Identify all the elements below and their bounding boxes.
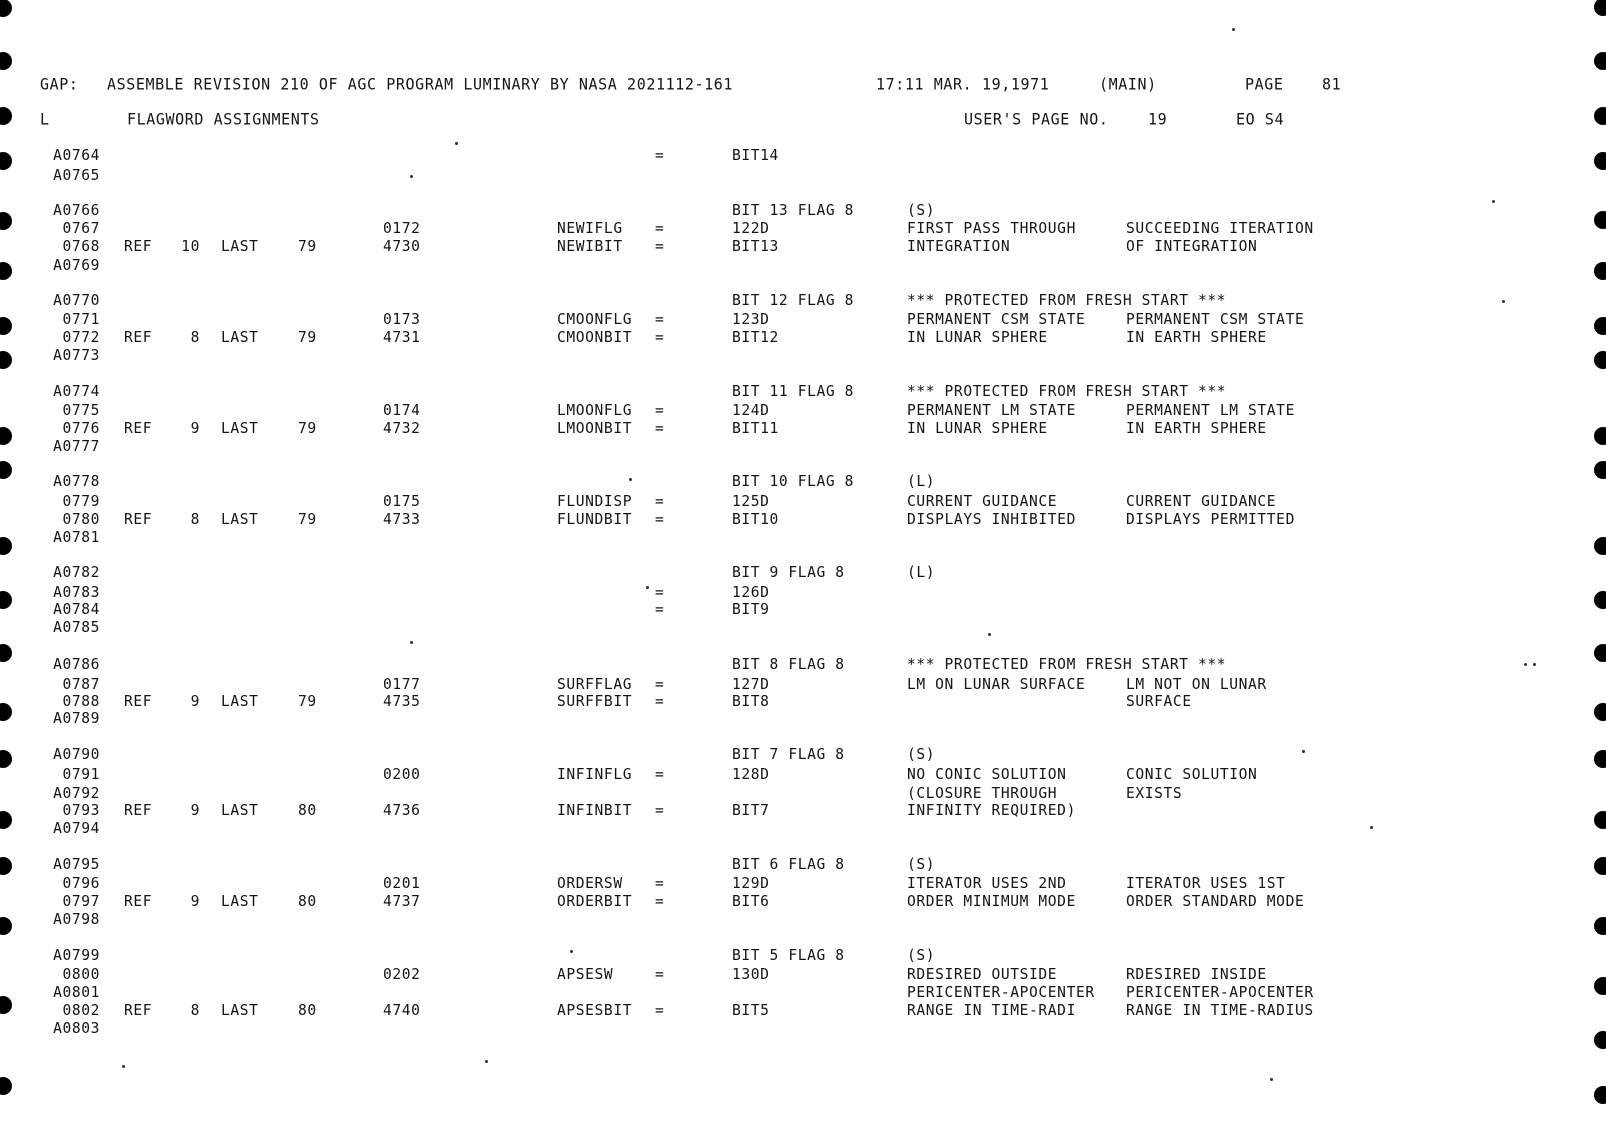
ref-count: 9 <box>190 892 200 911</box>
value: 127D <box>732 675 770 694</box>
feed-hole <box>0 52 12 70</box>
comment-reset: RDESIRED INSIDE <box>1126 965 1267 984</box>
feed-hole <box>1594 427 1606 445</box>
comment-set: (L) <box>907 563 936 582</box>
last-label: LAST <box>221 801 259 820</box>
comment-set: (S) <box>907 201 936 220</box>
value: BIT13 <box>732 237 779 256</box>
last-page: 79 <box>298 510 317 529</box>
seq-number: 0802 <box>62 1001 100 1020</box>
address: 0202 <box>383 965 421 984</box>
last-page: 80 <box>298 892 317 911</box>
feed-hole <box>0 262 12 280</box>
seq-number: 0797 <box>62 892 100 911</box>
value: 122D <box>732 219 770 238</box>
ref-count: 9 <box>190 419 200 438</box>
seq-number: A0794 <box>53 819 100 838</box>
comment-set: RDESIRED OUTSIDE <box>907 965 1058 984</box>
comment-set: FIRST PASS THROUGH <box>907 219 1076 238</box>
address: 4733 <box>383 510 421 529</box>
paper-speck <box>1232 28 1235 31</box>
comment-set: LM ON LUNAR SURFACE <box>907 675 1086 694</box>
feed-hole <box>0 996 12 1014</box>
seq-number: 0787 <box>62 675 100 694</box>
comment-set: INFINITY REQUIRED) <box>907 801 1076 820</box>
address: 0177 <box>383 675 421 694</box>
ref-label: REF <box>124 892 153 911</box>
symbol: INFINFLG <box>557 765 633 784</box>
value: BIT 5 FLAG 8 <box>732 946 845 965</box>
paper-speck <box>410 641 413 644</box>
symbol: ORDERSW <box>557 874 623 893</box>
feed-hole <box>1594 262 1606 280</box>
header-users-page-label: USER'S PAGE NO. <box>964 109 1109 129</box>
seq-number: A0770 <box>53 291 100 310</box>
value: BIT 11 FLAG 8 <box>732 382 855 401</box>
feed-hole <box>0 857 12 875</box>
ref-label: REF <box>124 419 153 438</box>
paper-speck <box>455 142 458 145</box>
symbol: NEWIBIT <box>557 237 623 256</box>
address: 0174 <box>383 401 421 420</box>
comment-set: RANGE IN TIME-RADI <box>907 1001 1076 1020</box>
equals-sign: = <box>655 692 665 711</box>
feed-hole <box>1594 811 1606 829</box>
equals-sign: = <box>655 328 665 347</box>
feed-hole <box>1594 1031 1606 1049</box>
symbol: FLUNDBIT <box>557 510 633 529</box>
seq-number: 0796 <box>62 874 100 893</box>
ref-label: REF <box>124 801 153 820</box>
feed-hole <box>1594 52 1606 70</box>
value: BIT12 <box>732 328 779 347</box>
equals-sign: = <box>655 401 665 420</box>
ref-count: 8 <box>190 510 200 529</box>
last-label: LAST <box>221 692 259 711</box>
paper-speck <box>646 586 649 589</box>
feed-hole <box>0 644 12 662</box>
symbol: ORDERBIT <box>557 892 633 911</box>
feed-hole <box>0 461 12 479</box>
seq-number: 0771 <box>62 310 100 329</box>
comment-set: PERMANENT LM STATE <box>907 401 1076 420</box>
ref-label: REF <box>124 237 153 256</box>
comment-reset: SUCCEEDING ITERATION <box>1126 219 1314 238</box>
seq-number: 0776 <box>62 419 100 438</box>
comment-set: ITERATOR USES 2ND <box>907 874 1067 893</box>
comment-set: *** PROTECTED FROM FRESH START *** <box>907 655 1227 674</box>
comment-set: *** PROTECTED FROM FRESH START *** <box>907 291 1227 310</box>
address: 0173 <box>383 310 421 329</box>
comment-reset: ORDER STANDARD MODE <box>1126 892 1305 911</box>
equals-sign: = <box>655 310 665 329</box>
last-page: 79 <box>298 328 317 347</box>
seq-number: A0781 <box>53 528 100 547</box>
last-label: LAST <box>221 510 259 529</box>
symbol: CMOONBIT <box>557 328 633 347</box>
address: 4732 <box>383 419 421 438</box>
seq-number: A0769 <box>53 256 100 275</box>
seq-number: A0774 <box>53 382 100 401</box>
seq-number: A0765 <box>53 166 100 185</box>
equals-sign: = <box>655 492 665 511</box>
feed-hole <box>1594 750 1606 768</box>
feed-hole <box>1594 703 1606 721</box>
value: BIT14 <box>732 146 779 165</box>
paper-speck <box>570 950 573 953</box>
address: 4730 <box>383 237 421 256</box>
seq-number: 0772 <box>62 328 100 347</box>
comment-reset: CONIC SOLUTION <box>1126 765 1258 784</box>
equals-sign: = <box>655 510 665 529</box>
value: 128D <box>732 765 770 784</box>
comment-set: (L) <box>907 472 936 491</box>
feed-hole <box>0 917 12 935</box>
feed-hole <box>1594 461 1606 479</box>
symbol: FLUNDISP <box>557 492 633 511</box>
seq-number: 0775 <box>62 401 100 420</box>
comment-reset: RANGE IN TIME-RADIUS <box>1126 1001 1314 1020</box>
comment-reset: LM NOT ON LUNAR <box>1126 675 1267 694</box>
comment-set: IN LUNAR SPHERE <box>907 328 1048 347</box>
symbol: APSESBIT <box>557 1001 633 1020</box>
feed-hole <box>1594 0 1606 16</box>
value: BIT 13 FLAG 8 <box>732 201 855 220</box>
seq-number: 0788 <box>62 692 100 711</box>
seq-number: A0784 <box>53 600 100 619</box>
comment-set: DISPLAYS INHIBITED <box>907 510 1076 529</box>
ref-label: REF <box>124 692 153 711</box>
seq-number: A0773 <box>53 346 100 365</box>
feed-hole <box>0 317 12 335</box>
value: 125D <box>732 492 770 511</box>
comment-reset: DISPLAYS PERMITTED <box>1126 510 1295 529</box>
header-section-title: FLAGWORD ASSIGNMENTS <box>127 109 320 129</box>
comment-set: IN LUNAR SPHERE <box>907 419 1048 438</box>
address: 4735 <box>383 692 421 711</box>
address: 0172 <box>383 219 421 238</box>
symbol: LMOONFLG <box>557 401 633 420</box>
value: 126D <box>732 583 770 602</box>
address: 0200 <box>383 765 421 784</box>
equals-sign: = <box>655 146 665 165</box>
comment-set: INTEGRATION <box>907 237 1011 256</box>
value: BIT10 <box>732 510 779 529</box>
value: BIT 12 FLAG 8 <box>732 291 855 310</box>
last-label: LAST <box>221 892 259 911</box>
seq-number: 0767 <box>62 219 100 238</box>
comment-reset: CURRENT GUIDANCE <box>1126 492 1277 511</box>
equals-sign: = <box>655 965 665 984</box>
seq-number: A0786 <box>53 655 100 674</box>
feed-hole <box>0 107 12 125</box>
ref-count: 8 <box>190 328 200 347</box>
value: BIT 8 FLAG 8 <box>732 655 845 674</box>
comment-set: ORDER MINIMUM MODE <box>907 892 1076 911</box>
seq-number: 0791 <box>62 765 100 784</box>
seq-number: A0790 <box>53 745 100 764</box>
last-page: 79 <box>298 237 317 256</box>
feed-hole <box>0 537 12 555</box>
comment-reset: PERMANENT LM STATE <box>1126 401 1295 420</box>
equals-sign: = <box>655 219 665 238</box>
paper-speck <box>629 478 632 481</box>
feed-hole <box>0 750 12 768</box>
header-main: (MAIN) <box>1099 74 1157 94</box>
feed-hole <box>1594 977 1606 995</box>
comment-reset: PERMANENT CSM STATE <box>1126 310 1305 329</box>
seq-number: A0801 <box>53 983 100 1002</box>
value: BIT9 <box>732 600 770 619</box>
symbol: SURFFBIT <box>557 692 633 711</box>
seq-number: A0782 <box>53 563 100 582</box>
feed-hole <box>0 1077 12 1095</box>
seq-number: A0783 <box>53 583 100 602</box>
feed-hole <box>0 212 12 230</box>
last-label: LAST <box>221 419 259 438</box>
comment-reset: SURFACE <box>1126 692 1192 711</box>
paper-speck <box>1370 826 1373 829</box>
paper-speck <box>988 633 991 636</box>
value: 129D <box>732 874 770 893</box>
feed-hole <box>0 811 12 829</box>
value: BIT 6 FLAG 8 <box>732 855 845 874</box>
ref-count: 9 <box>190 692 200 711</box>
seq-number: A0792 <box>53 784 100 803</box>
comment-reset: ITERATOR USES 1ST <box>1126 874 1286 893</box>
value: BIT 10 FLAG 8 <box>732 472 855 491</box>
comment-set: (S) <box>907 855 936 874</box>
paper-speck <box>1270 1078 1273 1081</box>
feed-hole <box>0 0 12 17</box>
address: 0175 <box>383 492 421 511</box>
last-page: 79 <box>298 419 317 438</box>
seq-number: A0799 <box>53 946 100 965</box>
comment-set: (S) <box>907 745 936 764</box>
paper-speck <box>1492 200 1495 203</box>
comment-reset: OF INTEGRATION <box>1126 237 1258 256</box>
feed-hole <box>0 591 12 609</box>
comment-reset: IN EARTH SPHERE <box>1126 419 1267 438</box>
comment-set: (CLOSURE THROUGH <box>907 784 1058 803</box>
ref-count: 8 <box>190 1001 200 1020</box>
seq-number: A0803 <box>53 1019 100 1038</box>
seq-number: A0795 <box>53 855 100 874</box>
feed-hole <box>1594 211 1606 229</box>
seq-number: A0764 <box>53 146 100 165</box>
symbol: APSESW <box>557 965 614 984</box>
feed-hole <box>1594 107 1606 125</box>
paper-speck <box>1502 300 1505 303</box>
feed-hole <box>0 152 12 170</box>
feed-hole <box>0 351 12 369</box>
comment-set: PERICENTER-APOCENTER <box>907 983 1095 1002</box>
feed-hole <box>0 703 12 721</box>
equals-sign: = <box>655 583 665 602</box>
equals-sign: = <box>655 600 665 619</box>
seq-number: A0789 <box>53 709 100 728</box>
last-label: LAST <box>221 1001 259 1020</box>
equals-sign: = <box>655 765 665 784</box>
feed-hole <box>1594 644 1606 662</box>
seq-number: A0766 <box>53 201 100 220</box>
feed-hole <box>1594 591 1606 609</box>
equals-sign: = <box>655 419 665 438</box>
comment-set: *** PROTECTED FROM FRESH START *** <box>907 382 1227 401</box>
ref-label: REF <box>124 1001 153 1020</box>
symbol: LMOONBIT <box>557 419 633 438</box>
value: BIT7 <box>732 801 770 820</box>
last-page: 80 <box>298 1001 317 1020</box>
header-l: L <box>40 109 50 129</box>
seq-number: 0793 <box>62 801 100 820</box>
equals-sign: = <box>655 675 665 694</box>
paper-speck <box>485 1060 488 1063</box>
seq-number: A0778 <box>53 472 100 491</box>
comment-reset: EXISTS <box>1126 784 1183 803</box>
last-page: 79 <box>298 692 317 711</box>
comment-set: PERMANENT CSM STATE <box>907 310 1086 329</box>
last-page: 80 <box>298 801 317 820</box>
value: 130D <box>732 965 770 984</box>
header-timestamp: 17:11 MAR. 19,1971 <box>876 74 1050 94</box>
value: BIT 9 FLAG 8 <box>732 563 845 582</box>
feed-hole <box>1594 152 1606 170</box>
symbol: INFINBIT <box>557 801 633 820</box>
ref-label: REF <box>124 328 153 347</box>
feed-hole <box>1594 351 1606 369</box>
value: 124D <box>732 401 770 420</box>
symbol: SURFFLAG <box>557 675 633 694</box>
last-label: LAST <box>221 237 259 256</box>
value: BIT8 <box>732 692 770 711</box>
feed-hole <box>0 427 12 445</box>
equals-sign: = <box>655 237 665 256</box>
comment-reset: IN EARTH SPHERE <box>1126 328 1267 347</box>
paper-speck <box>410 175 413 178</box>
seq-number: A0798 <box>53 910 100 929</box>
seq-number: 0768 <box>62 237 100 256</box>
equals-sign: = <box>655 1001 665 1020</box>
seq-number: 0780 <box>62 510 100 529</box>
address: 4740 <box>383 1001 421 1020</box>
header-eo-code: EO S4 <box>1236 109 1285 129</box>
seq-number: 0779 <box>62 492 100 511</box>
address: 4737 <box>383 892 421 911</box>
equals-sign: = <box>655 874 665 893</box>
header-page-number: 81 <box>1322 74 1342 94</box>
header-gap: GAP: <box>40 74 79 94</box>
feed-hole <box>1594 857 1606 875</box>
last-label: LAST <box>221 328 259 347</box>
seq-number: A0785 <box>53 618 100 637</box>
equals-sign: = <box>655 892 665 911</box>
comment-reset: PERICENTER-APOCENTER <box>1126 983 1314 1002</box>
header-page-label: PAGE <box>1245 74 1284 94</box>
value: BIT5 <box>732 1001 770 1020</box>
seq-number: 0800 <box>62 965 100 984</box>
paper-speck <box>1533 663 1536 666</box>
feed-hole <box>1594 917 1606 935</box>
value: BIT11 <box>732 419 779 438</box>
value: BIT6 <box>732 892 770 911</box>
value: 123D <box>732 310 770 329</box>
value: BIT 7 FLAG 8 <box>732 745 845 764</box>
comment-set: CURRENT GUIDANCE <box>907 492 1058 511</box>
equals-sign: = <box>655 801 665 820</box>
feed-hole <box>1594 537 1606 555</box>
header-assembly-title: ASSEMBLE REVISION 210 OF AGC PROGRAM LUMINARY BY NASA 2021112-161 <box>107 74 733 94</box>
address: 4731 <box>383 328 421 347</box>
ref-label: REF <box>124 510 153 529</box>
seq-number: A0777 <box>53 437 100 456</box>
ref-count: 9 <box>190 801 200 820</box>
paper-speck <box>1524 663 1527 666</box>
comment-set: (S) <box>907 946 936 965</box>
feed-hole <box>1594 1086 1606 1104</box>
ref-count: 10 <box>181 237 200 256</box>
address: 0201 <box>383 874 421 893</box>
symbol: CMOONFLG <box>557 310 633 329</box>
address: 4736 <box>383 801 421 820</box>
header-users-page-number: 19 <box>1148 109 1168 129</box>
feed-hole <box>1594 317 1606 335</box>
paper-speck <box>1302 750 1305 753</box>
comment-set: NO CONIC SOLUTION <box>907 765 1067 784</box>
symbol: NEWIFLG <box>557 219 623 238</box>
paper-speck <box>122 1065 125 1068</box>
